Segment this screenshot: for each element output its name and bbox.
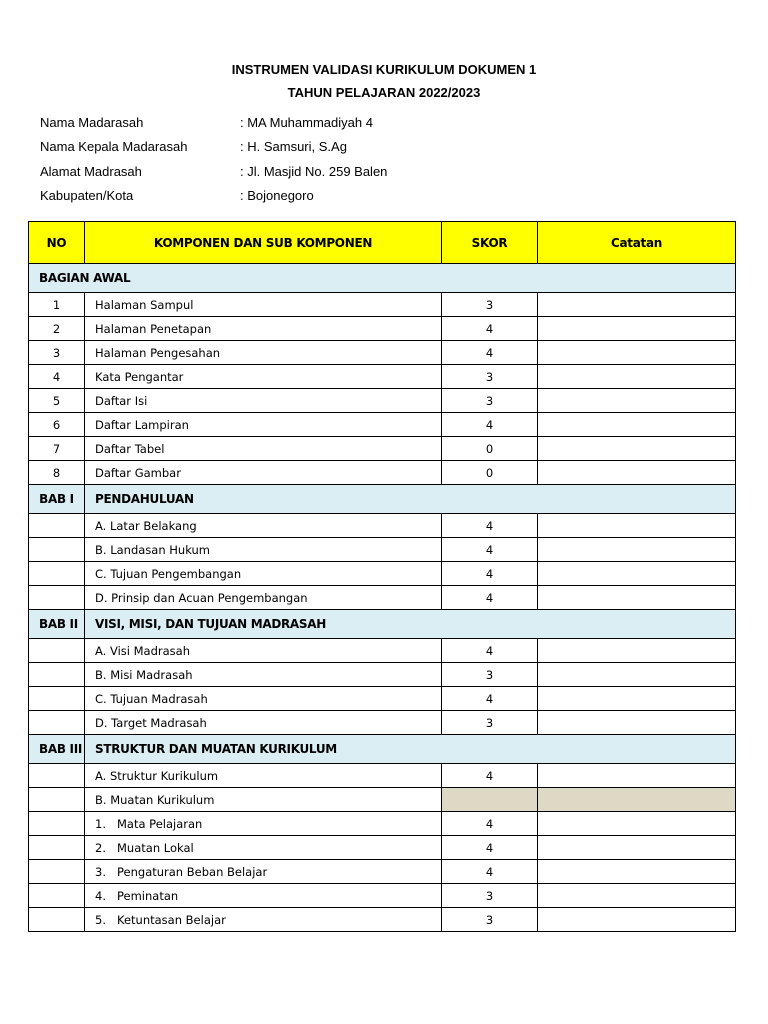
header-catatan: Catatan	[538, 222, 736, 264]
info-value: : H. Samsuri, S.Ag	[240, 139, 347, 154]
component-cell: Halaman Sampul	[85, 293, 442, 317]
score-cell: 4	[442, 764, 538, 788]
section-label: VISI, MISI, DAN TUJUAN MADRASAH	[85, 610, 736, 639]
table-body	[29, 264, 736, 932]
score-cell: 4	[442, 639, 538, 663]
sub-item-label: Peminatan	[117, 888, 179, 903]
sub-item-prefix: 5.	[95, 912, 106, 927]
notes-cell	[538, 687, 736, 711]
table-row	[29, 562, 736, 586]
sub-item-label: Ketuntasan Belajar	[117, 912, 226, 927]
sub-item-label: Pengaturan Beban Belajar	[117, 864, 268, 879]
sub-item-label: Muatan Lokal	[117, 840, 194, 855]
info-value: : Jl. Masjid No. 259 Balen	[240, 164, 388, 179]
info-label: Alamat Madrasah	[40, 164, 142, 179]
component-cell: Daftar Isi	[85, 389, 442, 413]
score-cell: 3	[442, 711, 538, 735]
table-row	[29, 687, 736, 711]
notes-cell	[538, 341, 736, 365]
info-row-regency	[40, 188, 740, 208]
info-value: : MA Muhammadiyah 4	[240, 115, 373, 130]
row-number	[29, 812, 85, 836]
score-cell: 4	[442, 317, 538, 341]
table-row	[29, 788, 736, 812]
notes-cell	[538, 788, 736, 812]
row-number: 1	[29, 293, 85, 317]
row-number: 2	[29, 317, 85, 341]
info-label: Nama Madarasah	[40, 115, 144, 130]
notes-cell	[538, 908, 736, 932]
table-row	[29, 711, 736, 735]
component-cell: Daftar Tabel	[85, 437, 442, 461]
component-cell	[85, 836, 442, 860]
score-cell: 4	[442, 538, 538, 562]
score-cell: 4	[442, 687, 538, 711]
component-cell: B. Misi Madrasah	[85, 663, 442, 687]
section-row	[29, 610, 736, 639]
table-row	[29, 317, 736, 341]
table-row	[29, 884, 736, 908]
row-number: 7	[29, 437, 85, 461]
score-cell: 3	[442, 908, 538, 932]
table-row	[29, 413, 736, 437]
component-cell	[85, 860, 442, 884]
row-number	[29, 514, 85, 538]
row-number	[29, 586, 85, 610]
section-row	[29, 264, 736, 293]
row-number: 8	[29, 461, 85, 485]
section-label: PENDAHULUAN	[85, 485, 736, 514]
component-cell: B. Landasan Hukum	[85, 538, 442, 562]
score-cell: 3	[442, 884, 538, 908]
component-cell: Daftar Gambar	[85, 461, 442, 485]
table-row	[29, 836, 736, 860]
row-number	[29, 788, 85, 812]
table-row	[29, 461, 736, 485]
notes-cell	[538, 365, 736, 389]
component-cell: A. Visi Madrasah	[85, 639, 442, 663]
table-row	[29, 639, 736, 663]
table-row	[29, 764, 736, 788]
component-cell	[85, 908, 442, 932]
score-cell: 3	[442, 663, 538, 687]
table-row	[29, 860, 736, 884]
notes-cell	[538, 514, 736, 538]
notes-cell	[538, 562, 736, 586]
header-no: NO	[29, 222, 85, 264]
notes-cell	[538, 461, 736, 485]
score-cell: 4	[442, 413, 538, 437]
score-cell: 4	[442, 341, 538, 365]
score-cell: 3	[442, 293, 538, 317]
row-number	[29, 884, 85, 908]
component-cell: A. Latar Belakang	[85, 514, 442, 538]
score-cell	[442, 788, 538, 812]
score-cell: 0	[442, 437, 538, 461]
notes-cell	[538, 860, 736, 884]
score-cell: 4	[442, 836, 538, 860]
notes-cell	[538, 884, 736, 908]
row-number	[29, 836, 85, 860]
table-header-row	[29, 222, 736, 264]
row-number	[29, 538, 85, 562]
score-cell: 4	[442, 812, 538, 836]
table-row	[29, 663, 736, 687]
info-value: : Bojonegoro	[240, 188, 314, 203]
component-cell: Halaman Pengesahan	[85, 341, 442, 365]
component-cell: C. Tujuan Madrasah	[85, 687, 442, 711]
chapter-number: BAB II	[29, 610, 85, 639]
component-cell: C. Tujuan Pengembangan	[85, 562, 442, 586]
section-label: BAGIAN AWAL	[29, 264, 736, 293]
row-number	[29, 711, 85, 735]
sub-item-prefix: 4.	[95, 888, 106, 903]
notes-cell	[538, 812, 736, 836]
row-number	[29, 639, 85, 663]
sub-item-prefix: 2.	[95, 840, 106, 855]
score-cell: 0	[442, 461, 538, 485]
chapter-number: BAB I	[29, 485, 85, 514]
document-subtitle: TAHUN PELAJARAN 2022/2023	[287, 85, 481, 100]
notes-cell	[538, 764, 736, 788]
row-number	[29, 764, 85, 788]
component-cell	[85, 884, 442, 908]
notes-cell	[538, 538, 736, 562]
chapter-number: BAB III	[29, 735, 85, 764]
component-cell: Halaman Penetapan	[85, 317, 442, 341]
score-cell: 3	[442, 365, 538, 389]
table-row	[29, 586, 736, 610]
component-cell: Daftar Lampiran	[85, 413, 442, 437]
notes-cell	[538, 639, 736, 663]
notes-cell	[538, 293, 736, 317]
notes-cell	[538, 836, 736, 860]
section-label: STRUKTUR DAN MUATAN KURIKULUM	[85, 735, 736, 764]
component-cell	[85, 812, 442, 836]
row-number: 6	[29, 413, 85, 437]
row-number: 4	[29, 365, 85, 389]
component-cell: A. Struktur Kurikulum	[85, 764, 442, 788]
table-row	[29, 341, 736, 365]
info-label: Nama Kepala Madarasah	[40, 139, 188, 154]
table-row	[29, 538, 736, 562]
notes-cell	[538, 317, 736, 341]
validation-table	[28, 221, 736, 932]
score-cell: 4	[442, 562, 538, 586]
notes-cell	[538, 663, 736, 687]
score-cell: 4	[442, 586, 538, 610]
notes-cell	[538, 437, 736, 461]
sub-item-label: Mata Pelajaran	[117, 816, 203, 831]
notes-cell	[538, 413, 736, 437]
component-cell: D. Target Madrasah	[85, 711, 442, 735]
table-row	[29, 437, 736, 461]
table-row	[29, 365, 736, 389]
score-cell: 4	[442, 860, 538, 884]
document-title: INSTRUMEN VALIDASI KURIKULUM DOKUMEN 1	[231, 62, 537, 77]
header-komponen: KOMPONEN DAN SUB KOMPONEN	[85, 222, 442, 264]
component-cell: B. Muatan Kurikulum	[85, 788, 442, 812]
section-row	[29, 485, 736, 514]
row-number: 5	[29, 389, 85, 413]
table-row	[29, 812, 736, 836]
component-cell: D. Prinsip dan Acuan Pengembangan	[85, 586, 442, 610]
component-cell: Kata Pengantar	[85, 365, 442, 389]
notes-cell	[538, 711, 736, 735]
row-number	[29, 908, 85, 932]
info-row-address	[40, 164, 740, 184]
table-row	[29, 908, 736, 932]
table-row	[29, 514, 736, 538]
section-row	[29, 735, 736, 764]
row-number: 3	[29, 341, 85, 365]
sub-item-prefix: 1.	[95, 816, 106, 831]
row-number	[29, 860, 85, 884]
score-cell: 3	[442, 389, 538, 413]
notes-cell	[538, 586, 736, 610]
row-number	[29, 562, 85, 586]
info-label: Kabupaten/Kota	[40, 188, 134, 203]
notes-cell	[538, 389, 736, 413]
table-row	[29, 293, 736, 317]
score-cell: 4	[442, 514, 538, 538]
info-row-head	[40, 139, 740, 159]
table-row	[29, 389, 736, 413]
row-number	[29, 663, 85, 687]
info-row-name	[40, 115, 740, 135]
row-number	[29, 687, 85, 711]
sub-item-prefix: 3.	[95, 864, 106, 879]
header-skor: SKOR	[442, 222, 538, 264]
